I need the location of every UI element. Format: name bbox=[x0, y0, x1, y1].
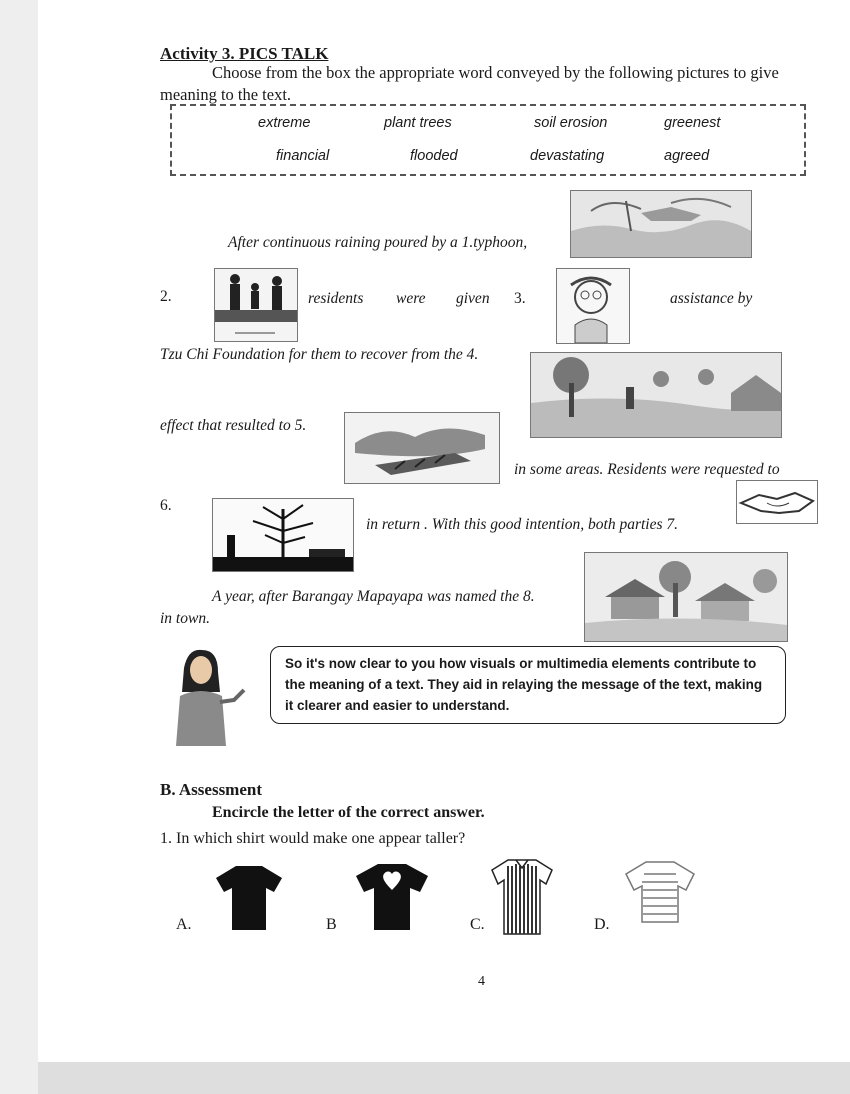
horizontal-stripes-shirt-icon[interactable] bbox=[624, 860, 696, 929]
activity-instruction: Choose from the box the appropriate word conveyed by the following pictures to give meaning to the text. bbox=[160, 63, 779, 104]
word-box bbox=[170, 104, 806, 176]
viewer-bottom-band bbox=[38, 1062, 850, 1094]
passage-line-6: in return . With this good intention, both parties 7. bbox=[366, 516, 679, 533]
greenest-village-picture bbox=[584, 552, 788, 642]
passage-line-4: effect that resulted to 5. bbox=[160, 417, 307, 434]
soil-erosion-picture bbox=[344, 412, 500, 484]
word-option: financial bbox=[276, 148, 330, 164]
word-option: extreme bbox=[258, 115, 311, 131]
word-option: greenest bbox=[664, 115, 721, 131]
speech-bubble: So it's now clear to you how visuals or multimedia elements contribute to the meaning of a text. They aid in relaying the message of the text, making it clearer and easier to understand. bbox=[270, 646, 786, 724]
assessment-heading: B. Assessment bbox=[160, 780, 263, 799]
plain-black-shirt-icon[interactable] bbox=[214, 864, 284, 937]
money-cartoon-picture bbox=[556, 268, 630, 344]
assessment-question: 1. In which shirt would make one appear taller? bbox=[160, 830, 466, 847]
activity-title: Activity 3. PICS TALK bbox=[160, 44, 329, 63]
passage-line-5: in some areas. Residents were requested to bbox=[514, 461, 780, 478]
passage-line-8: in town. bbox=[160, 610, 210, 627]
flood-evacuees-picture bbox=[214, 268, 298, 342]
word-assistance-by: assistance by bbox=[670, 290, 753, 307]
handshake-picture bbox=[736, 480, 818, 524]
word-were: were bbox=[396, 290, 426, 307]
option-label-d[interactable]: D. bbox=[594, 916, 610, 933]
passage-line-3: Tzu Chi Foundation for them to recover from the 4. bbox=[160, 346, 479, 363]
passage-line-7: A year, after Barangay Mapayapa was named the 8. bbox=[212, 588, 535, 605]
word-option: agreed bbox=[664, 148, 710, 164]
word-option: soil erosion bbox=[534, 115, 608, 131]
item-number-2: 2. bbox=[160, 288, 172, 305]
passage-line-1: After continuous raining poured by a 1.typhoon, bbox=[228, 234, 528, 251]
word-option: devastating bbox=[530, 148, 605, 164]
word-given: given bbox=[456, 290, 490, 307]
word-residents: residents bbox=[308, 290, 364, 307]
word-option: flooded bbox=[410, 148, 458, 164]
vertical-stripes-shirt-icon[interactable] bbox=[490, 858, 554, 941]
typhoon-picture bbox=[570, 190, 752, 258]
teacher-illustration bbox=[168, 646, 250, 746]
item-number-3: 3. bbox=[514, 290, 526, 307]
word-option: plant trees bbox=[384, 115, 452, 131]
plant-trees-picture bbox=[212, 498, 354, 572]
heart-print-shirt-icon[interactable] bbox=[354, 862, 430, 937]
item-number-6: 6. bbox=[160, 497, 172, 514]
option-label-b[interactable]: B bbox=[326, 916, 337, 933]
option-label-a[interactable]: A. bbox=[176, 916, 192, 933]
option-label-c[interactable]: C. bbox=[470, 916, 485, 933]
page-number: 4 bbox=[478, 974, 485, 989]
assessment-instruction: Encircle the letter of the correct answer. bbox=[212, 804, 485, 821]
devastation-picture bbox=[530, 352, 782, 438]
